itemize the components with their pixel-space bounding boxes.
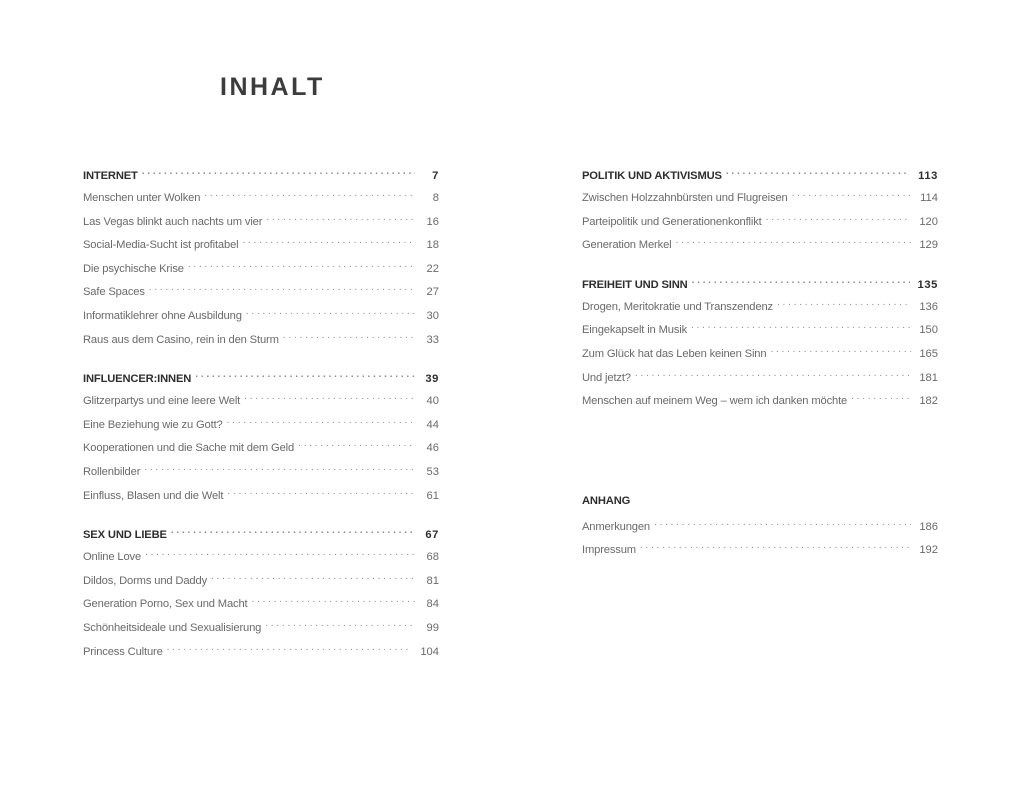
leader-dots bbox=[766, 212, 912, 225]
toc-section-influencer bbox=[83, 369, 439, 509]
toc-page-number: 113 bbox=[918, 170, 938, 182]
toc-page-number: 192 bbox=[919, 544, 938, 557]
toc-heading-label: ANHANG bbox=[582, 494, 631, 507]
leader-dots bbox=[691, 320, 911, 333]
toc-section-heading[interactable] bbox=[83, 369, 439, 391]
leader-dots bbox=[635, 368, 911, 381]
toc-entry[interactable] bbox=[83, 259, 439, 283]
leader-dots bbox=[149, 282, 415, 295]
leader-dots bbox=[246, 306, 415, 319]
leader-dots bbox=[770, 344, 911, 357]
toc-entry[interactable] bbox=[582, 368, 938, 392]
leader-dots bbox=[265, 618, 415, 631]
toc-section-sex-und-liebe bbox=[83, 525, 439, 665]
section-spacer bbox=[582, 259, 938, 275]
leader-dots bbox=[204, 188, 415, 201]
toc-entry-label: Die psychische Krise bbox=[83, 262, 184, 275]
toc-page-number: 120 bbox=[919, 215, 938, 228]
toc-page-number: 27 bbox=[426, 286, 439, 299]
toc-page-number: 53 bbox=[426, 465, 439, 478]
toc-entry[interactable] bbox=[582, 212, 938, 236]
section-spacer bbox=[582, 415, 938, 495]
toc-section-politik bbox=[582, 166, 938, 259]
toc-page-number: 99 bbox=[426, 621, 439, 634]
leader-dots bbox=[227, 415, 415, 428]
toc-entry-label: Glitzerpartys und eine leere Welt bbox=[83, 395, 241, 408]
toc-entry-label: Raus aus dem Casino, rein in den Sturm bbox=[83, 333, 279, 346]
toc-page-number: 7 bbox=[432, 170, 439, 182]
toc-heading-label: INTERNET bbox=[83, 170, 138, 182]
toc-page-number: 8 bbox=[432, 192, 439, 204]
leader-dots bbox=[654, 517, 911, 530]
leader-dots bbox=[298, 438, 415, 451]
toc-entry[interactable] bbox=[83, 486, 439, 510]
leader-dots bbox=[145, 547, 415, 560]
toc-section-anhang bbox=[582, 495, 938, 564]
leader-dots bbox=[675, 235, 911, 248]
leader-dots bbox=[777, 297, 911, 310]
toc-entry[interactable] bbox=[83, 438, 439, 462]
toc-page-number: 129 bbox=[919, 239, 938, 252]
toc-entry[interactable] bbox=[582, 540, 938, 564]
toc-entry-label: Impressum bbox=[582, 544, 636, 557]
toc-page-number: 104 bbox=[420, 645, 439, 658]
toc-page-number: 39 bbox=[425, 373, 439, 386]
toc-entry[interactable] bbox=[582, 391, 938, 415]
leader-dots bbox=[692, 275, 910, 288]
toc-heading-label: SEX UND LIEBE bbox=[83, 529, 167, 542]
toc-page-number: 136 bbox=[919, 300, 938, 313]
toc-entry-label: Dildos, Dorms und Daddy bbox=[83, 574, 208, 587]
toc-page-number: 165 bbox=[919, 347, 938, 360]
toc-entry[interactable] bbox=[83, 235, 439, 259]
toc-entry[interactable] bbox=[83, 594, 439, 618]
leader-dots bbox=[244, 391, 415, 404]
toc-entry-label: Zum Glück hat das Leben keinen Sinn bbox=[582, 347, 767, 360]
toc-page-number: 182 bbox=[919, 395, 938, 408]
toc-entry-label: Informatiklehrer ohne Ausbildung bbox=[83, 309, 242, 322]
section-spacer bbox=[83, 353, 439, 369]
toc-heading-label: FREIHEIT UND SINN bbox=[582, 278, 688, 291]
toc-page-number: 68 bbox=[426, 551, 439, 564]
toc-entry[interactable] bbox=[83, 462, 439, 486]
leader-dots bbox=[188, 259, 415, 272]
toc-entry-label: Schönheitsideale und Sexualisierung bbox=[83, 621, 262, 634]
toc-page-number: 135 bbox=[917, 278, 938, 291]
toc-entry[interactable] bbox=[83, 618, 439, 642]
toc-entry-label: Rollenbilder bbox=[83, 465, 141, 478]
toc-section-heading[interactable] bbox=[582, 495, 938, 517]
toc-entry-label: Einfluss, Blasen und die Welt bbox=[83, 489, 224, 502]
toc-entry-label: Online Love bbox=[83, 551, 142, 564]
toc-entry-label: Safe Spaces bbox=[83, 286, 145, 299]
leader-dots bbox=[171, 525, 415, 538]
toc-page-number: 33 bbox=[426, 333, 439, 346]
leader-dots bbox=[283, 330, 415, 343]
toc-entry-label: Kooperationen und die Sache mit dem Geld bbox=[83, 442, 295, 455]
toc-page-number: 40 bbox=[426, 395, 439, 408]
toc-left-column bbox=[83, 166, 439, 665]
toc-entry[interactable] bbox=[83, 282, 439, 306]
toc-entry[interactable] bbox=[582, 320, 938, 344]
toc-page-number: 44 bbox=[426, 418, 439, 431]
toc-entry-label: Generation Merkel bbox=[582, 239, 672, 252]
toc-entry[interactable] bbox=[582, 517, 938, 541]
toc-entry[interactable] bbox=[83, 188, 439, 212]
toc-entry-label: Anmerkungen bbox=[582, 520, 651, 533]
toc-entry[interactable] bbox=[83, 547, 439, 571]
toc-heading-label: POLITIK UND AKTIVISMUS bbox=[582, 170, 722, 182]
leader-dots bbox=[726, 166, 910, 179]
leader-dots bbox=[211, 571, 415, 584]
leader-dots bbox=[195, 369, 415, 382]
toc-entry-label: Und jetzt? bbox=[582, 371, 631, 384]
toc-entry-label: Eingekapselt in Musik bbox=[582, 324, 688, 337]
toc-entry-label: Eine Beziehung wie zu Gott? bbox=[83, 418, 223, 431]
toc-section-heading[interactable] bbox=[582, 275, 938, 297]
toc-page-number: 181 bbox=[919, 371, 938, 384]
toc-entry-label: Menschen auf meinem Weg – wem ich danken möchte bbox=[582, 395, 848, 408]
toc-entry[interactable] bbox=[83, 212, 439, 236]
toc-entry-label: Parteipolitik und Generationenkonflikt bbox=[582, 215, 762, 228]
toc-page-number: 16 bbox=[426, 215, 439, 228]
toc-entry[interactable] bbox=[582, 297, 938, 321]
toc-heading-label: INFLUENCER:INNEN bbox=[83, 373, 192, 386]
leader-dots bbox=[640, 540, 911, 553]
toc-entry[interactable] bbox=[83, 571, 439, 595]
leader-dots bbox=[144, 462, 415, 475]
leader-dots bbox=[227, 486, 415, 499]
toc-page-number: 22 bbox=[426, 262, 439, 275]
section-spacer bbox=[83, 509, 439, 525]
toc-right-column bbox=[582, 166, 938, 564]
leader-dots bbox=[167, 642, 413, 655]
toc-page-number: 46 bbox=[426, 442, 439, 455]
toc-page-number: 30 bbox=[426, 309, 439, 322]
toc-entry-label: Zwischen Holzzahnbürsten und Flugreisen bbox=[582, 192, 788, 204]
toc-entry-label: Generation Porno, Sex und Macht bbox=[83, 598, 248, 611]
toc-section-heading[interactable] bbox=[83, 166, 439, 188]
leader-dots bbox=[252, 594, 415, 607]
toc-page-number: 67 bbox=[425, 529, 439, 542]
toc-entry[interactable] bbox=[582, 344, 938, 368]
leader-dots bbox=[142, 166, 415, 179]
toc-section-heading[interactable] bbox=[582, 166, 938, 188]
leader-dots bbox=[792, 188, 913, 201]
toc-page-number: 186 bbox=[919, 520, 938, 533]
toc-section-internet bbox=[83, 166, 439, 353]
page-title: INHALT bbox=[220, 73, 325, 101]
toc-entry[interactable] bbox=[83, 306, 439, 330]
toc-page-number: 84 bbox=[426, 598, 439, 611]
toc-page-number: 114 bbox=[920, 192, 938, 204]
toc-entry[interactable] bbox=[582, 235, 938, 259]
toc-entry[interactable] bbox=[83, 391, 439, 415]
toc-entry-label: Menschen unter Wolken bbox=[83, 192, 201, 204]
toc-entry-label: Social-Media-Sucht ist profitabel bbox=[83, 239, 239, 252]
leader-dots bbox=[242, 235, 415, 248]
toc-entry[interactable] bbox=[83, 330, 439, 354]
toc-entry-label: Las Vegas blinkt auch nachts um vier bbox=[83, 215, 263, 228]
toc-entry[interactable] bbox=[83, 415, 439, 439]
toc-entry-label: Drogen, Meritokratie und Transzendenz bbox=[582, 300, 773, 313]
toc-entry[interactable] bbox=[582, 188, 938, 212]
toc-page-number: 18 bbox=[426, 239, 439, 252]
toc-page-number: 81 bbox=[426, 574, 439, 587]
toc-entry[interactable] bbox=[83, 642, 439, 666]
leader-dots bbox=[266, 212, 415, 225]
toc-page-number: 150 bbox=[919, 324, 938, 337]
toc-section-heading[interactable] bbox=[83, 525, 439, 547]
leader-dots bbox=[851, 391, 911, 404]
toc-entry-label: Princess Culture bbox=[83, 645, 163, 658]
toc-section-freiheit bbox=[582, 275, 938, 415]
toc-page-number: 61 bbox=[426, 489, 439, 502]
